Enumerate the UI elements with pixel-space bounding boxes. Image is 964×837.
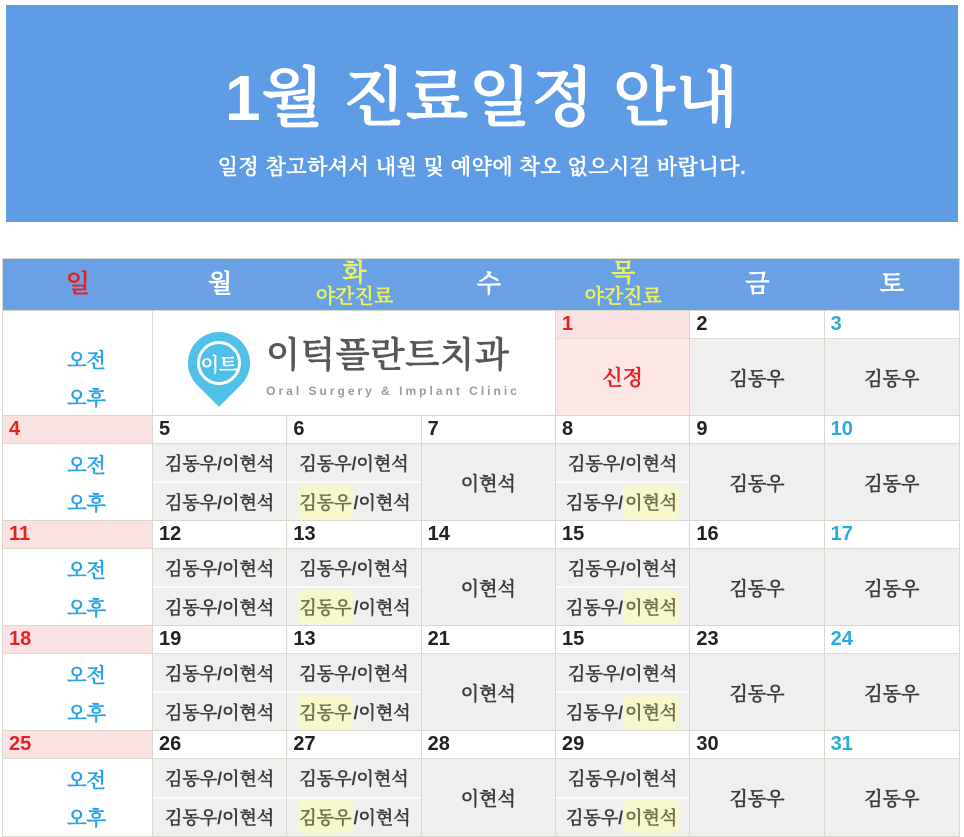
pm-schedule	[287, 797, 420, 837]
weekday-label: 토	[879, 270, 904, 298]
weekday-label: 수	[476, 270, 501, 298]
day-number: 23	[696, 628, 719, 650]
day-number-strip	[3, 731, 152, 759]
clinic-name-english: Oral Surgery & Implant Clinic	[266, 384, 520, 398]
schedule-merged: 이현석	[422, 654, 555, 730]
pm-schedule	[153, 481, 286, 520]
night-clinic-label: 야간진료	[584, 286, 662, 309]
am-label: 오전	[67, 664, 106, 687]
day-number-strip	[287, 731, 420, 759]
sunday-cell	[3, 626, 153, 730]
calendar	[2, 258, 960, 837]
day-cell-fri	[690, 416, 824, 520]
day-number-strip	[3, 311, 152, 339]
highlighted-doctor-name: 김동우	[297, 800, 353, 834]
doctor-name: /이현석	[353, 597, 411, 618]
am-label: 오전	[67, 454, 106, 477]
day-cell-fri	[690, 626, 824, 730]
pm-label: 오후	[67, 808, 106, 831]
day-cell-tue	[287, 626, 421, 730]
weekday-label: 화	[342, 259, 367, 288]
day-number: 16	[696, 523, 719, 545]
highlighted-doctor-name: 이현석	[623, 485, 679, 519]
day-number: 18	[9, 628, 32, 650]
holiday-cell	[556, 311, 690, 415]
schedule-merged: 김동우	[825, 759, 959, 836]
night-clinic-label: 야간진료	[315, 286, 394, 309]
day-number-strip	[422, 521, 555, 549]
sunday-time-labels	[3, 339, 152, 415]
schedule-content	[556, 759, 689, 836]
day-cell-wed	[422, 416, 556, 520]
doctor-name: /이현석	[353, 702, 411, 723]
am-schedule: 김동우/이현석	[164, 558, 275, 579]
clinic-name-korean: 이턱플란트치과	[266, 336, 510, 375]
pm-schedule	[556, 797, 689, 837]
day-number: 5	[159, 418, 171, 440]
am-label: 오전	[67, 349, 106, 372]
am-schedule: 김동우/이현석	[567, 663, 678, 684]
am-schedule: 김동우/이현석	[164, 768, 275, 789]
day-number-strip	[422, 731, 555, 759]
day-number: 15	[561, 523, 585, 545]
am-label: 오전	[67, 559, 106, 582]
sunday-cell	[3, 521, 153, 625]
day-number: 27	[293, 733, 316, 755]
week-row-1	[3, 311, 959, 416]
day-number-strip	[556, 521, 689, 549]
day-number: 24	[830, 628, 853, 650]
highlighted-doctor-name: 이현석	[623, 800, 679, 834]
day-number-strip	[825, 311, 959, 339]
day-number-strip	[287, 521, 420, 549]
day-number: 26	[159, 733, 182, 755]
sunday-time-labels	[3, 549, 152, 625]
pm-label: 오후	[67, 387, 106, 410]
day-cell-tue	[287, 731, 421, 836]
day-cell	[825, 311, 959, 415]
week-row-2	[3, 416, 959, 521]
day-cell-thu	[556, 626, 690, 730]
holiday-label: 신정	[556, 339, 689, 415]
pm-schedule	[153, 691, 286, 730]
schedule-merged: 김동우	[690, 654, 823, 730]
am-schedule: 김동우/이현석	[567, 453, 678, 474]
day-number-strip	[556, 416, 689, 444]
schedule-content	[556, 444, 689, 520]
pm-schedule	[153, 797, 286, 837]
day-number: 13	[293, 628, 316, 650]
schedule-content	[556, 549, 689, 625]
day-number-strip	[825, 521, 959, 549]
sunday-cell	[3, 731, 153, 836]
day-number-strip	[153, 731, 286, 759]
day-cell	[690, 311, 824, 415]
day-number: 31	[830, 733, 853, 755]
doctor-name: 김동우/이현석	[164, 702, 275, 723]
weekday-cell-0	[3, 259, 153, 310]
day-number-strip	[825, 731, 959, 759]
day-cell-thu	[556, 521, 690, 625]
day-number-strip	[690, 416, 823, 444]
pm-schedule	[556, 691, 689, 730]
day-number: 17	[830, 523, 853, 545]
day-number-strip	[3, 521, 152, 549]
schedule-content	[287, 759, 420, 836]
highlighted-doctor-name: 김동우	[297, 695, 353, 729]
page-title: 1월 진료일정 안내	[225, 61, 739, 134]
doctor-name: /이현석	[353, 492, 411, 513]
clinic-logo-mark-text: 이트	[197, 341, 241, 385]
day-number-strip	[825, 626, 959, 654]
weekday-cell-6	[825, 259, 959, 310]
day-number: 12	[159, 523, 182, 545]
sunday-time-labels	[3, 759, 152, 836]
pm-schedule	[287, 586, 420, 625]
clinic-logo-cell	[153, 311, 556, 415]
am-label: 오전	[67, 769, 106, 792]
weekday-cell-5	[690, 259, 824, 310]
day-number: 29	[561, 733, 585, 755]
schedule-merged: 이현석	[422, 759, 555, 836]
day-number-strip	[3, 416, 152, 444]
day-cell-wed	[422, 626, 556, 730]
day-number: 3	[830, 313, 842, 335]
week-row-3	[3, 521, 959, 626]
day-number-strip	[3, 626, 152, 654]
highlighted-doctor-name: 이현석	[623, 590, 679, 624]
day-number: 28	[427, 733, 450, 755]
week-row-5	[3, 731, 959, 836]
day-number: 8	[561, 418, 574, 440]
day-number-strip	[153, 416, 286, 444]
weekday-cell-4	[556, 259, 690, 310]
day-number: 19	[159, 628, 182, 650]
day-number: 4	[9, 418, 21, 440]
weekday-header-row	[3, 259, 959, 311]
schedule-merged: 김동우	[690, 759, 823, 836]
day-number-strip	[825, 416, 959, 444]
am-schedule: 김동우/이현석	[567, 558, 678, 579]
day-cell-sat	[825, 521, 959, 625]
schedule-merged: 이현석	[422, 444, 555, 520]
day-number-strip	[690, 311, 823, 339]
clinic-logo-pin-icon	[175, 319, 263, 407]
doctor-name: 김동우/이현석	[164, 597, 275, 618]
sunday-cell	[3, 311, 153, 415]
pm-schedule	[287, 691, 420, 730]
day-number: 6	[293, 418, 305, 440]
am-schedule: 김동우/이현석	[299, 453, 409, 474]
doctor-name: 김동우/	[565, 492, 624, 513]
am-schedule: 김동우/이현석	[299, 558, 409, 579]
schedule-merged: 김동우	[690, 549, 823, 625]
clinic-logo-text	[266, 328, 520, 398]
schedule-merged: 김동우	[825, 444, 959, 520]
day-number-strip	[556, 626, 689, 654]
day-number-strip	[690, 521, 823, 549]
day-number: 25	[9, 733, 32, 755]
day-number: 11	[9, 523, 31, 545]
day-cell-mon	[153, 731, 287, 836]
pm-label: 오후	[67, 597, 106, 620]
day-cell-thu	[556, 416, 690, 520]
banner	[6, 5, 958, 222]
schedule-content	[153, 654, 286, 730]
sunday-time-labels	[3, 444, 152, 520]
am-schedule: 김동우/이현석	[299, 768, 409, 789]
weekday-cell-2	[287, 259, 421, 310]
pm-label: 오후	[67, 702, 106, 725]
schedule-content	[153, 444, 286, 520]
doctor-name: 김동우/	[565, 808, 624, 829]
day-cell-tue	[287, 521, 421, 625]
doctor-name: 김동우/	[565, 597, 624, 618]
sunday-time-labels	[3, 654, 152, 730]
day-cell-mon	[153, 416, 287, 520]
schedule-merged: 김동우	[825, 339, 959, 415]
weekday-label: 목	[611, 259, 636, 288]
day-number-strip	[153, 626, 286, 654]
doctor-name: 김동우/이현석	[164, 808, 275, 829]
day-cell-sat	[825, 416, 959, 520]
day-number: 30	[696, 733, 719, 755]
am-schedule: 김동우/이현석	[164, 453, 275, 474]
doctor-name: /이현석	[353, 808, 411, 829]
am-schedule: 김동우/이현석	[299, 663, 409, 684]
schedule-content	[556, 654, 689, 730]
day-number-strip	[556, 311, 689, 339]
schedule-merged: 김동우	[690, 444, 823, 520]
day-number-strip	[556, 731, 689, 759]
weekday-label: 금	[745, 270, 770, 298]
day-number: 9	[696, 418, 708, 440]
highlighted-doctor-name: 김동우	[297, 590, 353, 624]
day-number-strip	[287, 416, 420, 444]
day-number-strip	[287, 626, 420, 654]
schedule-merged: 김동우	[825, 549, 959, 625]
am-schedule: 김동우/이현석	[164, 663, 275, 684]
day-number: 15	[561, 628, 585, 650]
day-cell-fri	[690, 521, 824, 625]
sunday-cell	[3, 416, 153, 520]
pm-schedule	[153, 586, 286, 625]
day-cell-wed	[422, 521, 556, 625]
day-number: 2	[696, 313, 708, 335]
doctor-name: 김동우/	[565, 702, 624, 723]
day-cell-thu	[556, 731, 690, 836]
weekday-label: 일	[65, 270, 91, 298]
page-subtitle: 일정 참고하셔서 내원 및 예약에 착오 없으시길 바랍니다.	[217, 155, 747, 179]
weekday-cell-3	[422, 259, 556, 310]
schedule-merged: 이현석	[422, 549, 555, 625]
day-number: 7	[427, 418, 439, 440]
day-cell-tue	[287, 416, 421, 520]
schedule-merged: 김동우	[690, 339, 823, 415]
weekday-cell-1	[153, 259, 287, 310]
day-cell-mon	[153, 626, 287, 730]
day-number-strip	[153, 521, 286, 549]
schedule-merged: 김동우	[825, 654, 959, 730]
day-cell-sat	[825, 731, 959, 836]
highlighted-doctor-name: 이현석	[623, 695, 679, 729]
schedule-content	[153, 759, 286, 836]
day-number-strip	[422, 626, 555, 654]
day-cell-wed	[422, 731, 556, 836]
day-cell-sat	[825, 626, 959, 730]
schedule-content	[287, 654, 420, 730]
week-row-4	[3, 626, 959, 731]
day-number-strip	[422, 416, 555, 444]
schedule-content	[287, 444, 420, 520]
schedule-content	[153, 549, 286, 625]
am-schedule: 김동우/이현석	[567, 768, 678, 789]
pm-schedule	[556, 481, 689, 520]
day-number: 10	[830, 418, 853, 440]
day-number: 14	[427, 523, 450, 545]
schedule-content	[287, 549, 420, 625]
day-number: 13	[293, 523, 316, 545]
day-cell-fri	[690, 731, 824, 836]
day-number: 1	[562, 313, 574, 335]
day-number-strip	[690, 731, 823, 759]
pm-schedule	[556, 586, 689, 625]
pm-schedule	[287, 481, 420, 520]
day-number: 21	[427, 628, 450, 650]
day-cell-mon	[153, 521, 287, 625]
pm-label: 오후	[67, 492, 106, 515]
highlighted-doctor-name: 김동우	[297, 485, 353, 519]
day-number-strip	[690, 626, 823, 654]
doctor-name: 김동우/이현석	[164, 492, 275, 513]
weekday-label: 월	[208, 270, 233, 298]
